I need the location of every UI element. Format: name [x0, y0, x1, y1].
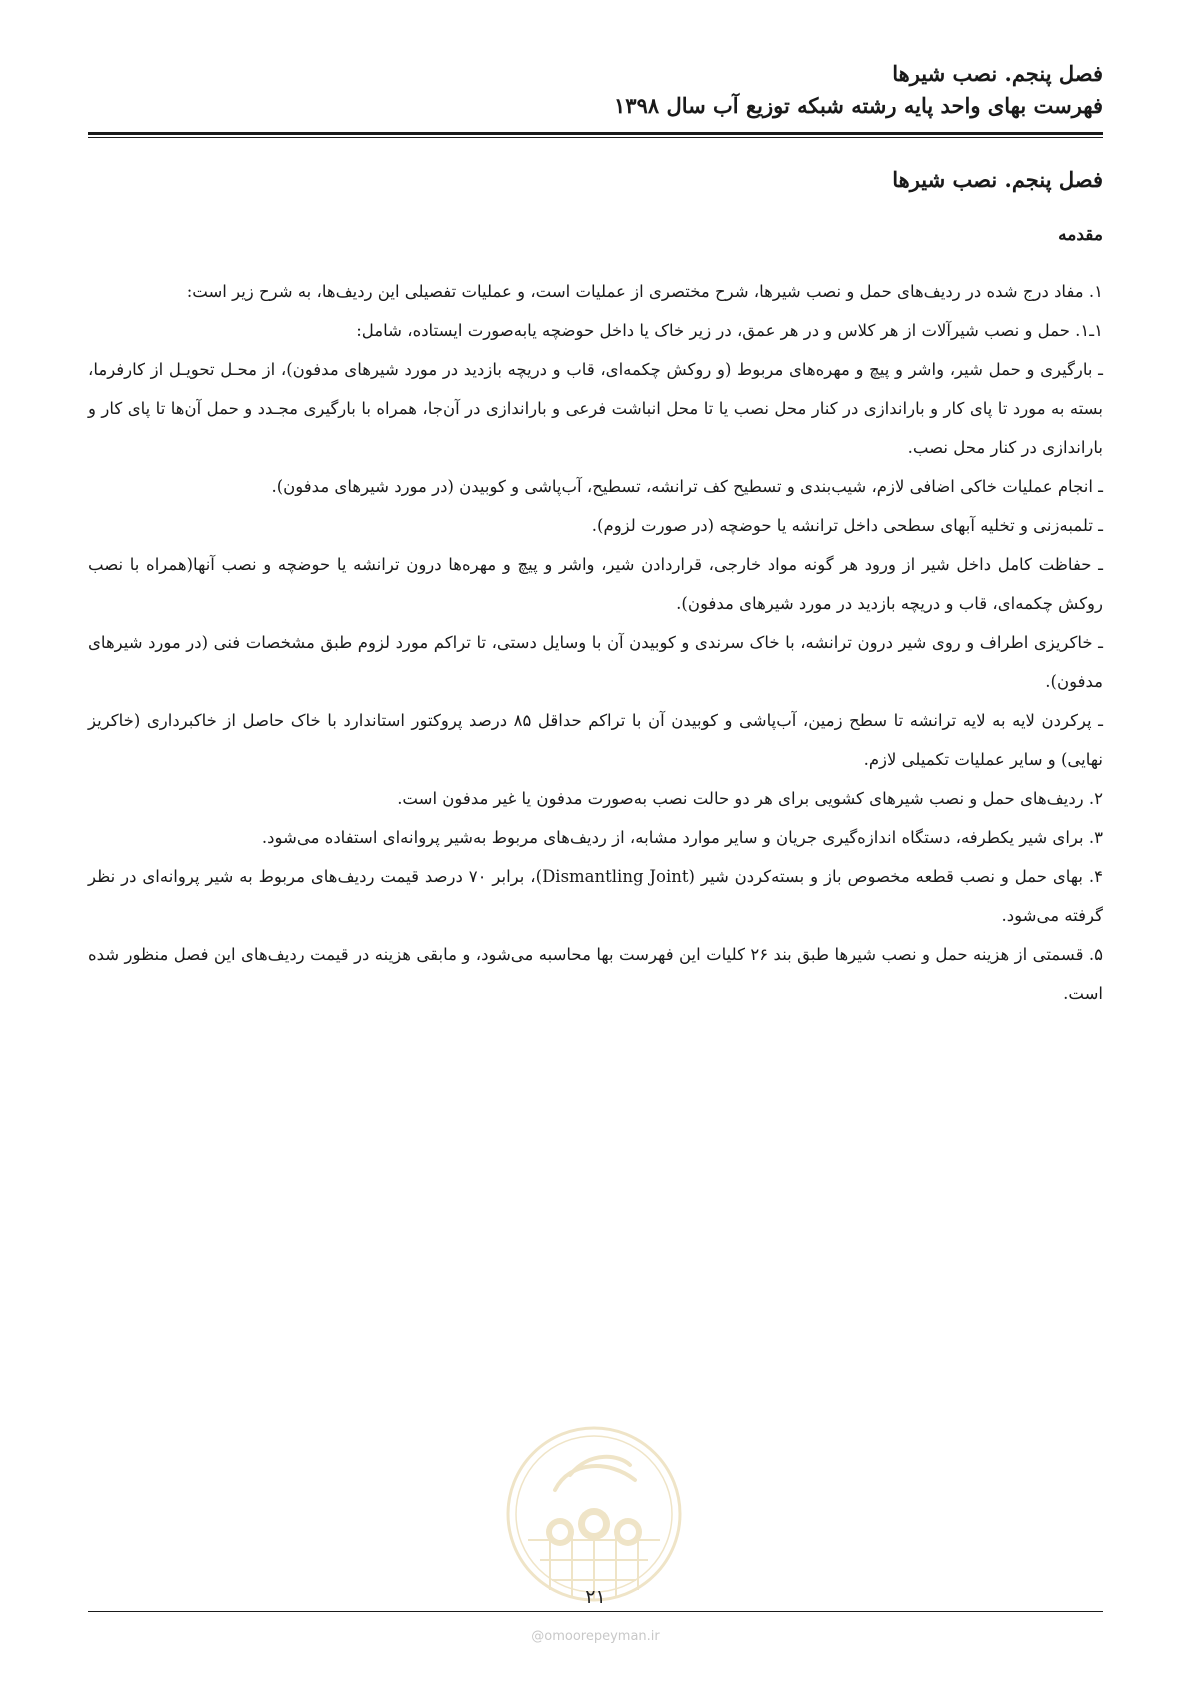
chapter-title: فصل پنجم. نصب شیرها: [892, 167, 1103, 192]
main-content: [88, 160, 1103, 1013]
paragraph: ۱. مفاد درج شده در ردیف‌های حمل و نصب شیرها، شرح مختصری از عملیات است، و عملیات تفصیلی این ردیف‌ها، به شرح زیر است:: [186, 282, 1103, 301]
header-rule-thick: [88, 132, 1103, 135]
paragraph: ـ خاکریزی اطراف و روی شیر درون ترانشه، با خاک سرندی و کوبیدن آن با وسایل دستی، تا تراکم مورد لزوم طبق مشخصات فنی (در مورد شیرهای مدفون).: [88, 633, 1103, 691]
header-chapter-title: فصل پنجم. نصب شیرها: [892, 61, 1103, 86]
header-rule-thin: [88, 137, 1103, 138]
header-document-title: فهرست بهای واحد پایه رشته شبکه توزیع آب سال ۱۳۹۸: [614, 93, 1103, 118]
running-header: [88, 58, 1103, 122]
paragraph: ۲. ردیف‌های حمل و نصب شیرهای کشویی برای هر دو حالت نصب به‌صورت مدفون یا غیر مدفون است.: [397, 789, 1103, 808]
paragraph: ۱ـ۱. حمل و نصب شیرآلات از هر کلاس و در هر عمق، در زیر خاک یا داخل حوضچه یابه‌صورت ایستاده، شامل:: [356, 321, 1103, 340]
paragraph: ۴. بهای حمل و نصب قطعه مخصوص باز و بسته‌کردن شیر (Dismantling Joint)، برابر ۷۰ درصد قیمت ردیف‌های مربوط به شیر پروانه‌ای در نظر گرفته می‌شود.: [88, 867, 1103, 925]
paragraph-list: [88, 272, 1103, 1013]
paragraph: ـ بارگیری و حمل شیر، واشر و پیچ و مهره‌های مربوط (و روکش چکمه‌ای، قاب و دریچه بازدید در مورد شیرهای مدفون)، از محـل تحویـل از کارفرما، بسته به مورد تا پای کار و باراندازی در کنار محل نصب یا تا محل انباشت فرعی و باراندازی در آن‌جا، همراه با بارگیری مجـدد و حمل آن‌ها تا پای کار و باراندازی در کنار محل نصب.: [88, 360, 1103, 457]
paragraph: ـ پرکردن لایه به لایه ترانشه تا سطح زمین، آب‌پاشی و کوبیدن آن با تراکم حداقل ۸۵ درصد پروکتور استاندارد با خاک حاصل از خاکبرداری (خاکریز نهایی) و سایر عملیات تکمیلی لازم.: [88, 711, 1103, 769]
paragraph: ۵. قسمتی از هزینه حمل و نصب شیرها طبق بند ۲۶ کلیات این فهرست بها محاسبه می‌شود، و مابقی هزینه در قیمت ردیف‌های این فصل منظور شده است.: [88, 945, 1103, 1003]
paragraph: ـ تلمبه‌زنی و تخلیه آبهای سطحی داخل ترانشه یا حوضچه (در صورت لزوم).: [591, 516, 1103, 535]
paragraph: ۳. برای شیر یکطرفه، دستگاه اندازه‌گیری جریان و سایر موارد مشابه، از ردیف‌های مربوط به‌شیر پروانه‌ای استفاده می‌شود.: [261, 828, 1103, 847]
section-title: مقدمه: [1058, 225, 1103, 245]
paragraph: ـ انجام عملیات خاکی اضافی لازم، شیب‌بندی و تسطیح کف ترانشه، تسطیح، آب‌پاشی و کوبیدن (در مورد شیرهای مدفون).: [271, 477, 1103, 496]
paragraph: ـ حفاظت کامل داخل شیر از ورود هر گونه مواد خارجی، قراردادن شیر، واشر و پیچ و مهره‌ها درون ترانشه یا حوضچه و نصب آنها(همراه با نصب روکش چکمه‌ای، قاب و دریچه بازدید در مورد شیرهای مدفون).: [88, 555, 1103, 613]
site-watermark: @omoorepeyman.ir: [531, 1629, 660, 1644]
page-number: ۲۱: [585, 1586, 606, 1608]
